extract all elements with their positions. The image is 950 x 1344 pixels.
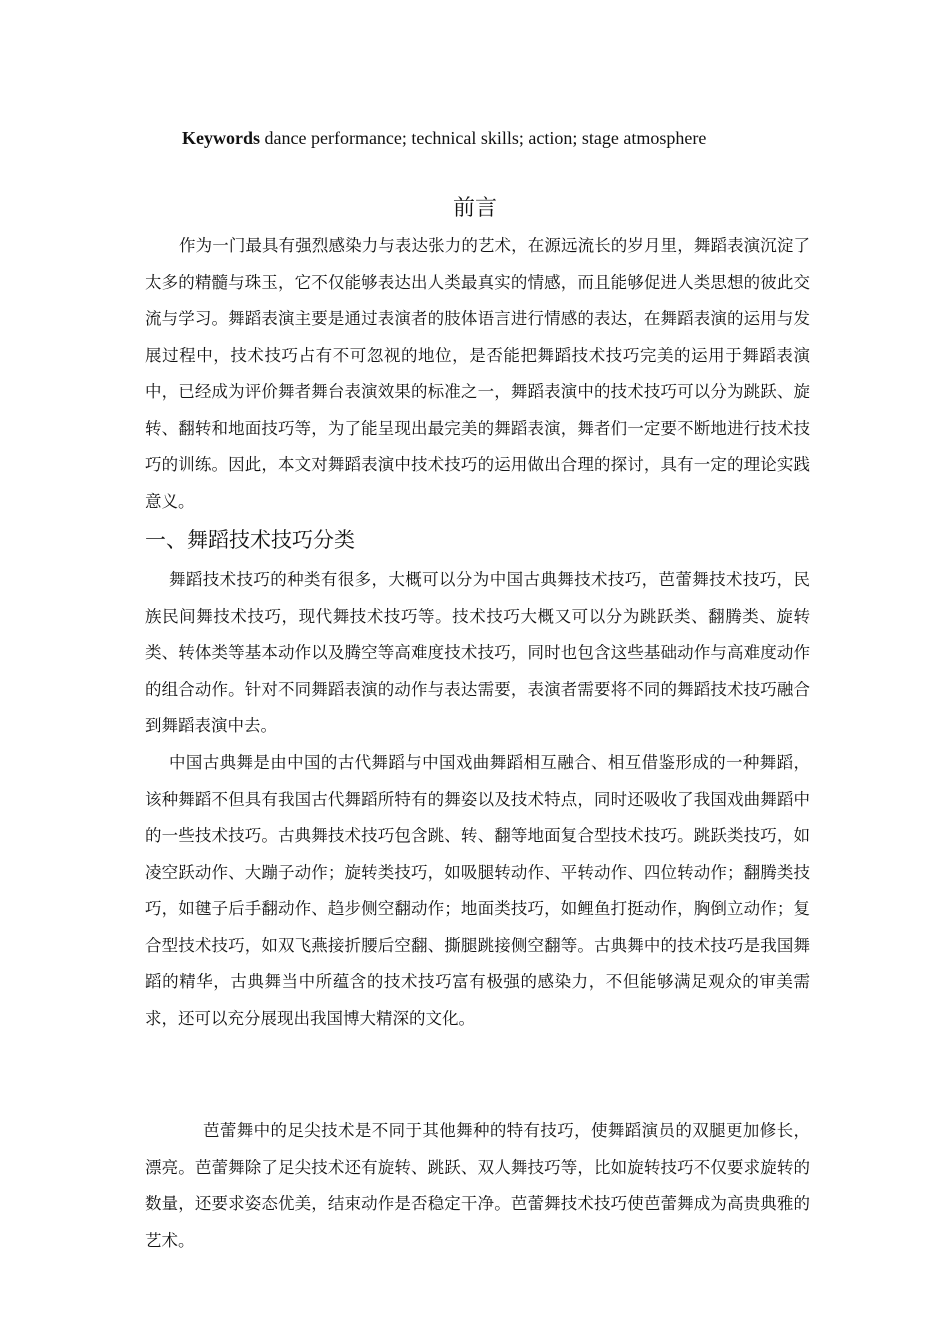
preface-paragraph: 作为一门最具有强烈感染力与表达张力的艺术，在源远流长的岁月里，舞蹈表演沉淀了太多的精髓与珠玉，它不仅能够表达出人类最真实的情感，而且能够促进人类思想的彼此交流与学习。舞蹈表演主要是通过表演者的肢体语言进行情感的表达，在舞蹈表演的运用与发展过程中，技术技巧占有不可忽视的地位，是否能把舞蹈技术技巧完美的运用于舞蹈表演中，已经成为评价舞者舞台表演效果的标准之一，舞蹈表演中的技术技巧可以分为跳跃、旋转、翻转和地面技巧等，为了能呈现出最完美的舞蹈表演，舞者们一定要不断地进行技术技巧的训练。因此，本文对舞蹈表演中技术技巧的运用做出合理的探讨，具有一定的理论实践意义。 <box>145 236 810 511</box>
body-paragraph-ballet: 芭蕾舞中的足尖技术是不同于其他舞种的特有技巧，使舞蹈演员的双腿更加修长，漂亮。芭蕾舞除了足尖技术还有旋转、跳跃、双人舞技巧等，比如旋转技巧不仅要求旋转的数量，还要求姿态优美，结束动作是否稳定干净。芭蕾舞技术技巧使芭蕾舞成为高贵典雅的艺术。 <box>145 1121 810 1250</box>
keywords-line <box>182 127 882 149</box>
body-paragraph-classification: 舞蹈技术技巧的种类有很多，大概可以分为中国古典舞技术技巧，芭蕾舞技术技巧，民族民间舞技术技巧，现代舞技术技巧等。技术技巧大概又可以分为跳跃类、翻腾类、旋转类、转体类等基本动作以及腾空等高难度技术技巧，同时也包含这些基础动作与高难度动作的组合动作。针对不同舞蹈表演的动作与表达需要，表演者需要将不同的舞蹈技术技巧融合到舞蹈表演中去。 <box>145 570 810 735</box>
preface-title: 前言 <box>452 196 497 221</box>
section-heading: 一、舞蹈技术技巧分类 <box>145 528 355 552</box>
keywords-label: Keywords <box>182 128 260 148</box>
keywords-text: dance performance; technical skills; action; stage atmosphere <box>260 128 707 148</box>
body-paragraph-classical-dance: 中国古典舞是由中国的古代舞蹈与中国戏曲舞蹈相互融合、相互借鉴形成的一种舞蹈，该种舞蹈不但具有我国古代舞蹈所特有的舞姿以及技术特点，同时还吸收了我国戏曲舞蹈中的一些技术技巧。古典舞技术技巧包含跳、转、翻等地面复合型技术技巧。跳跃类技巧，如凌空跃动作、大蹦子动作；旋转类技巧，如吸腿转动作、平转动作、四位转动作；翻腾类技巧，如毽子后手翻动作、趋步侧空翻动作；地面类技巧，如鲤鱼打挺动作，胸倒立动作；复合型技术技巧，如双飞燕接折腰后空翻、撕腿跳接侧空翻等。古典舞中的技术技巧是我国舞蹈的精华，古典舞当中所蕴含的技术技巧富有极强的感染力，不但能够满足观众的审美需求，还可以充分展现出我国博大精深的文化。 <box>145 753 810 1028</box>
